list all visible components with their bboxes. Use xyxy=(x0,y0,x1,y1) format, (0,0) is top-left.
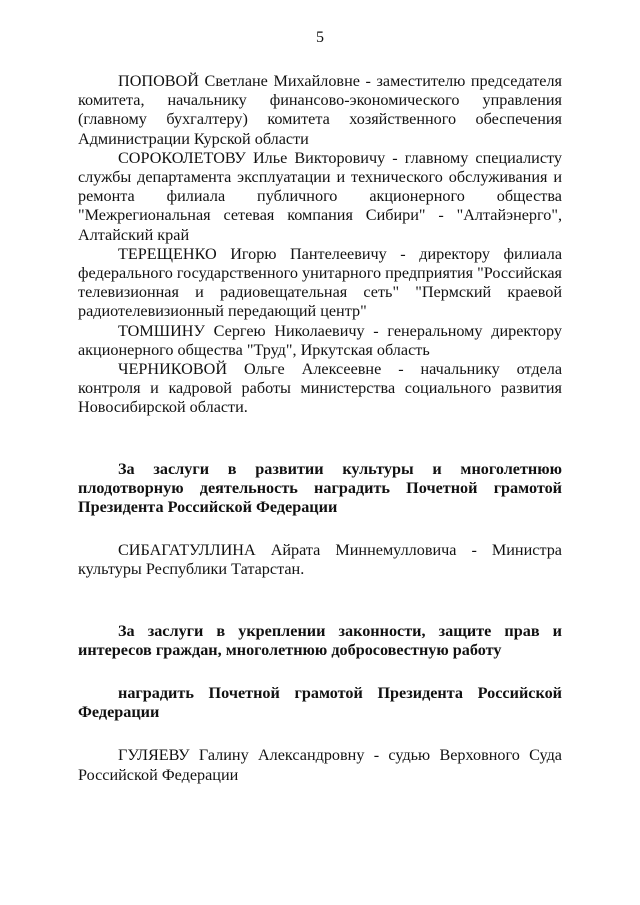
award-entry-popova: ПОПОВОЙ Светлане Михайловне - заместителю председателя комитета, начальнику финансово-экономического управления (главному бухгалтеру) комитета хозяйственного обеспечения Администрации Курской области xyxy=(78,72,562,148)
award-entry-chernikova: ЧЕРНИКОВОЙ Ольге Алексеевне - начальнику отдела контроля и кадровой работы министерства социального развития Новосибирской области. xyxy=(78,360,562,417)
spacer xyxy=(78,517,562,541)
award-entry-gulyaeva: ГУЛЯЕВУ Галину Александровну - судью Верховного Суда Российской Федерации xyxy=(78,746,562,784)
section-heading-law-award: наградить Почетной грамотой Президента Российской Федерации xyxy=(78,684,562,722)
spacer xyxy=(78,660,562,684)
spacer xyxy=(78,418,562,460)
award-entry-tereshchenko: ТЕРЕЩЕНКО Игорю Пантелеевичу - директору филиала федерального государственного унитарного предприятия "Российская телевизионная и радиовещательная сеть" "Пермский краевой радиотелевизионный передающий центр" xyxy=(78,244,562,321)
spacer xyxy=(78,580,562,622)
award-entry-sorokoletov: СОРОКОЛЕТОВУ Илье Викторовичу - главному специалисту службы департамента эксплуатации и технического обслуживания и ремонта филиала публичного акционерного общества "Межрегиональная сетевая компания Сибири" - "Алтайэнерго", Алтайский край xyxy=(78,148,562,244)
section-heading-law: За заслуги в укреплении законности, защите прав и интересов граждан, многолетнюю добросовестную работу xyxy=(78,621,562,659)
spacer xyxy=(78,722,562,746)
document-body xyxy=(78,72,562,785)
page-number: 5 xyxy=(316,29,324,46)
award-entry-sibagatullin: СИБАГАТУЛЛИНА Айрата Миннемулловича - Министра культуры Республики Татарстан. xyxy=(78,541,562,579)
section-heading-culture: За заслуги в развитии культуры и многолетнюю плодотворную деятельность наградить Почетной грамотой Президента Российской Федерации xyxy=(78,459,562,517)
award-entry-tomshin: ТОМШИНУ Сергею Николаевичу - генеральному директору акционерного общества "Труд", Иркутская область xyxy=(78,321,562,359)
